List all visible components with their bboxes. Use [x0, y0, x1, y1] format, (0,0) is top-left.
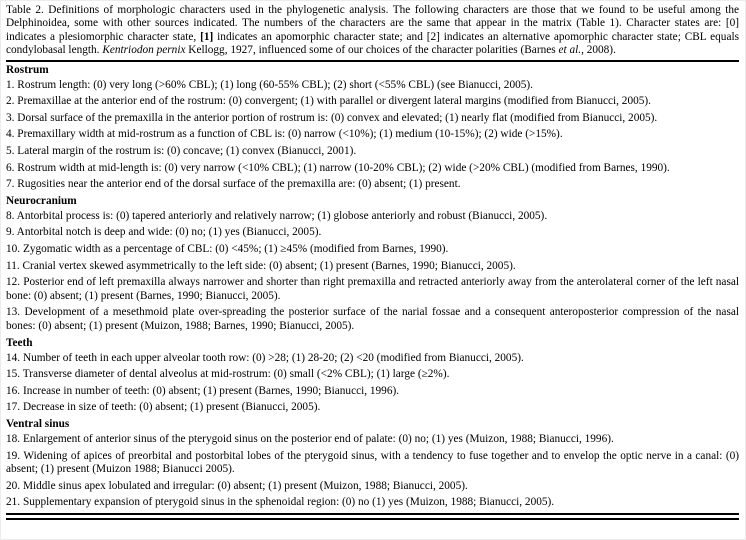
section-heading: Rostrum	[6, 63, 49, 76]
character-definition: 3. Dorsal surface of the premaxilla in the anterior portion of rostrum is: (0) convex and elevated; (1) nearly flat (modified from Bianucci, 2005).	[6, 111, 658, 124]
character-section	[6, 64, 739, 192]
section-items	[6, 433, 739, 510]
character-definition: 5. Lateral margin of the rostrum is: (0) concave; (1) convex (Bianucci, 2001).	[6, 145, 357, 157]
caption-segment: Kentriodon pernix	[102, 44, 186, 57]
character-definition: 10. Zygomatic width as a percentage of CBL: (0) <45%; (1) ≥45% (modified from Barnes, 1990).	[6, 242, 449, 255]
section-items	[6, 79, 739, 192]
character-definition: 20. Middle sinus apex lobulated and irregular: (0) absent; (1) present (Muizon, 1988; Bianucci, 2005).	[6, 479, 468, 492]
character-definition: 2. Premaxillae at the anterior end of the rostrum: (0) convergent; (1) with parallel or divergent lateral margins (modified from Bianucci, 2005).	[6, 95, 651, 108]
caption-segment: Kellogg, 1927, influenced some of our choices of the character polarities (Barnes	[185, 44, 559, 57]
character-definition: 8. Antorbital process is: (0) tapered anteriorly and relatively narrow; (1) globose anteriorly and robust (Bianucci, 2005).	[6, 209, 548, 222]
section-items	[6, 210, 739, 334]
character-definition: 17. Decrease in size of teeth: (0) absent; (1) present (Bianucci, 2005).	[6, 401, 321, 414]
character-definition: 18. Enlargement of anterior sinus of the pterygoid sinus on the posterior end of palate: (0) no; (1) yes (Muizon, 1988; Bianucci, 1996).	[6, 432, 614, 445]
section-heading: Ventral sinus	[6, 417, 70, 430]
table-caption	[6, 4, 739, 58]
bottom-double-rule	[6, 513, 739, 520]
character-definition: 14. Number of teeth in each upper alveolar tooth row: (0) >28; (1) 28-20; (2) <20 (modified from Bianucci, 2005).	[6, 351, 524, 364]
character-definition: 12. Posterior end of left premaxilla always narrower and shorter than right premaxilla and retracted anteriorly away from the anterolateral corner of the left nasal bone: (0) absent; (1) present (Barnes, 1990; Bianucci, 2005).	[6, 276, 739, 302]
section-heading: Neurocranium	[6, 194, 77, 207]
section-heading: Teeth	[6, 336, 33, 349]
character-definition: 4. Premaxillary width at mid-rostrum as a function of CBL is: (0) narrow (<10%); (1) medium (10-15%); (2) wide (>15%).	[6, 128, 563, 141]
character-section	[6, 195, 739, 334]
section-items	[6, 352, 739, 415]
caption-rule	[6, 60, 739, 62]
character-definition: 16. Increase in number of teeth: (0) absent; (1) present (Barnes, 1990; Bianucci, 1996).	[6, 384, 400, 397]
character-definition: 15. Transverse diameter of dental alveolus at mid-rostrum: (0) small (<2% CBL); (1) large (≥2%).	[6, 368, 450, 381]
character-definition: 21. Supplementary expansion of pterygoid sinus in the sphenoidal region: (0) no (1) yes (Muizon, 1988; Bianucci, 2005).	[6, 496, 555, 509]
caption-segment: indicates an apomorphic character state; and [2] indicates an alternative apomorphic character state; CBL equals condylobasal length.	[6, 30, 739, 57]
caption-segment: , 2008).	[581, 44, 616, 57]
table-body	[6, 64, 739, 510]
character-section	[6, 418, 739, 510]
character-definition: 19. Widening of apices of preorbital and postorbital lobes of the pterygoid sinus, with a tendency to fuse together and to envelop the optic nerve in a canal: (0) absent; (1) present (Muizon 1988; Bianucci 2005).	[6, 449, 739, 476]
character-definition: 1. Rostrum length: (0) very long (>60% CBL); (1) long (60-55% CBL); (2) short (<55% CBL) (see Bianucci, 2005).	[6, 78, 533, 91]
character-definition: 13. Development of a mesethmoid plate over-spreading the posterior surface of the narial fossae and a consequent anteroposterior compression of the nasal bones: (0) absent; (1) present (Muizon, 1988; Barnes, 1990; Bianucci, 2005).	[6, 306, 739, 332]
character-definition: 11. Cranial vertex skewed asymmetrically to the left side: (0) absent; (1) present (Barnes, 1990; Bianucci, 2005).	[6, 259, 516, 272]
character-definition: 9. Antorbital notch is deep and wide: (0) no; (1) yes (Bianucci, 2005).	[6, 226, 322, 239]
caption-segment: [1]	[200, 30, 214, 43]
character-definition: 6. Rostrum width at mid-length is: (0) very narrow (<10% CBL); (1) narrow (10-20% CBL); (2) wide (>20% CBL) (modified from Barnes, 1990).	[6, 161, 670, 174]
caption-segment: Table 2. Definitions of morphologic characters used in the phylogenetic analysis. The following characters are those that we found to be useful among the Delphinoidea, some with other sources indicated. The numbers of the characters are the same that appear in the matrix (Table 1). Character states are: [0] indicates a plesiomorphic character state,	[6, 4, 739, 43]
caption-segment: et al.	[558, 44, 582, 57]
character-definition: 7. Rugosities near the anterior end of the dorsal surface of the premaxilla are: (0) absent; (1) present.	[6, 178, 461, 191]
character-section	[6, 337, 739, 415]
